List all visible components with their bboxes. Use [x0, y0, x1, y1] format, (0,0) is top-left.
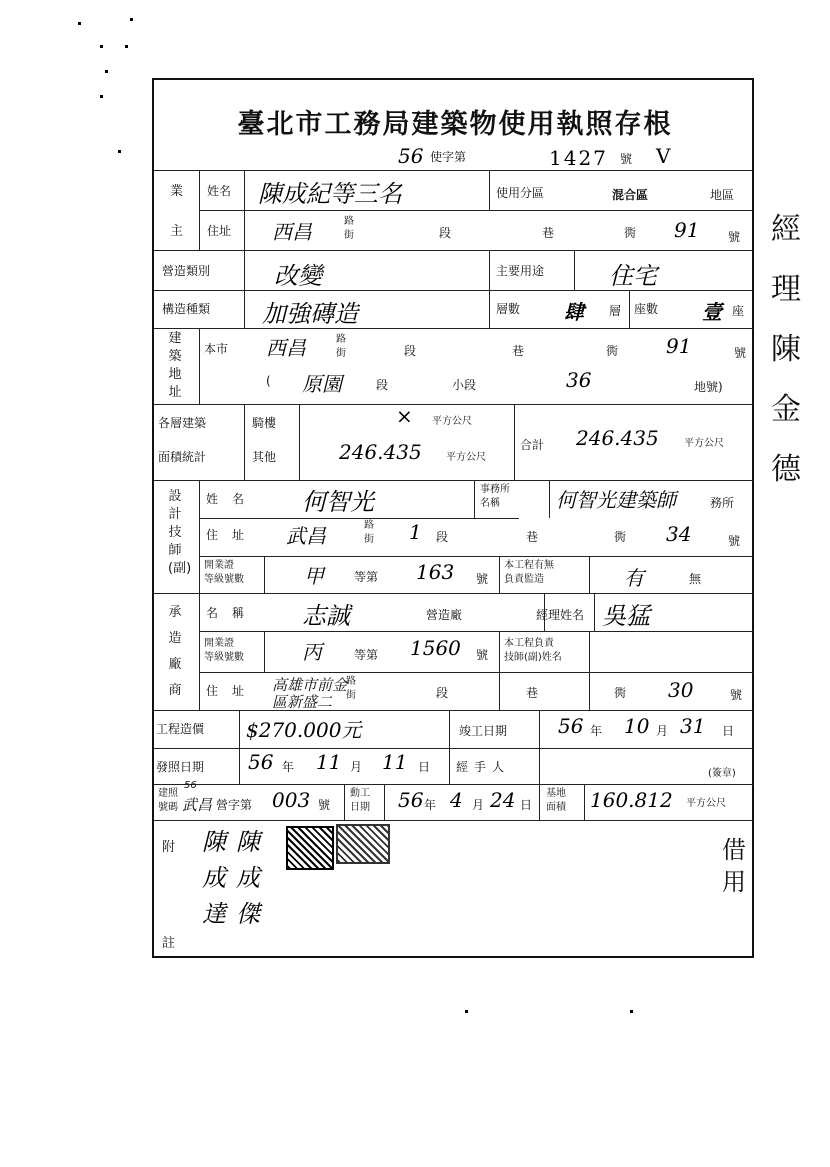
completion-month: 10 [624, 714, 650, 738]
row-rule [154, 480, 754, 481]
col-rule [244, 170, 245, 250]
notes-label-top: 附 [162, 840, 176, 855]
designer-number: 34 [666, 522, 692, 546]
col-rule [489, 250, 490, 328]
row-rule [199, 631, 754, 632]
col-rule [299, 404, 300, 480]
designer-grade-label: 等第 [354, 570, 379, 584]
issue-day-label: 日 [418, 760, 431, 774]
floors-count: 肆 [564, 300, 584, 324]
contractor-name: 志誠 [302, 602, 350, 630]
floors-label: 層數 [496, 302, 521, 316]
notes-stamp-text: 借用 [722, 836, 746, 896]
notes-label-bottom: 註 [162, 936, 176, 951]
arcade-unit: 平方公尺 [432, 416, 472, 427]
construction-type-label: 營造類別 [162, 264, 211, 278]
start-year: 56 [398, 788, 424, 812]
col-rule [539, 710, 540, 748]
row-rule [199, 210, 754, 211]
bp-hao: 號 [318, 798, 331, 812]
manager-name: 吳猛 [602, 602, 650, 630]
start-day-label: 日 [520, 798, 533, 812]
owner-road-label: 路 [344, 216, 354, 227]
base-label-1: 基地 [546, 788, 566, 799]
factory-label: 營造廠 [426, 608, 463, 622]
col-rule [499, 556, 500, 593]
bp-year: 56 [184, 780, 197, 791]
row-rule [154, 784, 754, 785]
col-rule [199, 170, 200, 250]
owner-road: 西昌 [272, 220, 312, 244]
col-rule [244, 250, 245, 328]
blocks-unit: 座 [732, 304, 745, 318]
start-day: 24 [490, 788, 516, 812]
other-area: 246.435 [339, 440, 422, 464]
completion-day: 31 [680, 714, 706, 738]
col-rule [344, 784, 345, 820]
total-unit: 平方公尺 [684, 438, 724, 449]
zone-suffix: 地區 [710, 188, 735, 202]
bp-word-label: 營字第 [216, 798, 253, 812]
site-lane-word: 巷 [512, 344, 525, 358]
contractor-hao: 號 [730, 688, 743, 702]
margin-handwritten-note: 經理陳金德 [771, 212, 801, 487]
issue-label: 發照日期 [156, 760, 205, 774]
scan-speck [78, 22, 81, 25]
main-use: 住宅 [609, 262, 657, 290]
zone-label: 使用分區 [496, 186, 545, 200]
row-rule [154, 820, 754, 821]
completion-year: 56 [558, 714, 584, 738]
supervisor-none-label: 無 [689, 572, 702, 586]
contractor-vertical-label: 承造廠商 [168, 605, 182, 698]
contractor-number: 30 [668, 678, 694, 702]
area-row2-label: 面積統計 [158, 450, 207, 464]
notes-col-2: 陳成傑 [236, 828, 260, 928]
site-open-paren: ( [266, 374, 271, 388]
permit-form [152, 78, 754, 958]
total-label: 合計 [520, 438, 545, 452]
col-rule [589, 556, 590, 593]
col-rule [199, 328, 200, 404]
col-rule [584, 784, 585, 820]
contractor-lane-word: 巷 [526, 686, 539, 700]
site-hao: 號 [734, 346, 747, 360]
form-title: 臺北市工務局建築物使用執照存根 [237, 109, 673, 140]
other-label: 其他 [252, 450, 277, 464]
arcade-label: 騎樓 [252, 416, 277, 430]
issue-day: 11 [382, 750, 408, 774]
site-city-label: 本市 [204, 342, 229, 356]
contractor-address-2: 區新盛二 [272, 693, 333, 711]
col-rule [629, 290, 630, 328]
site-section-label: 段 [376, 378, 389, 392]
site-road-label: 路 [336, 334, 346, 345]
structure-label: 構造種類 [162, 302, 211, 316]
site-lot-number: 36 [566, 368, 592, 392]
owner-section-label-1: 業 [170, 184, 184, 199]
scan-speck [100, 95, 103, 98]
bp-prefix: 武昌 [182, 796, 213, 814]
row-rule [154, 593, 754, 594]
owner-section-word: 段 [439, 226, 452, 240]
contractor-alley-word: 衖 [614, 686, 627, 700]
manager-label: 經理姓名 [536, 608, 585, 622]
designer-grade: 甲 [304, 564, 324, 588]
contractor-road-label: 路 [346, 676, 356, 687]
floors-unit: 層 [609, 304, 622, 318]
bp-number: 003 [272, 788, 311, 812]
col-rule [549, 480, 550, 518]
completion-month-label: 月 [656, 724, 669, 738]
col-rule [239, 748, 240, 784]
row-rule [154, 748, 754, 749]
handler-label: 經手人 [456, 760, 511, 774]
construction-type: 改變 [274, 262, 322, 290]
start-label-1: 動工 [350, 788, 370, 799]
cost-value: $270.000元 [246, 718, 362, 742]
blocks-label: 座數 [634, 302, 659, 316]
col-rule [239, 710, 240, 748]
site-vertical-label: 建築地址 [168, 331, 182, 400]
contractor-address-1: 高雄市前金 [272, 676, 348, 694]
col-rule [449, 710, 450, 748]
scan-speck [125, 45, 128, 48]
blocks-count: 壹 [702, 300, 722, 324]
office-label-2: 名稱 [480, 498, 500, 509]
notes-col-1: 陳成達 [202, 828, 226, 928]
issue-year-label: 年 [282, 760, 295, 774]
permit-word-label: 使字第 [430, 150, 467, 164]
col-rule [384, 784, 385, 820]
permit-prefix: 56 [398, 144, 424, 168]
contractor-license-hao: 號 [476, 648, 489, 662]
owner-number: 91 [674, 218, 700, 242]
designer-license-label-1: 開業證 [204, 560, 234, 571]
contractor-license-label-2: 等級號數 [204, 652, 244, 663]
scan-speck [130, 18, 133, 21]
arcade-value: × [396, 404, 413, 428]
col-rule [244, 404, 245, 480]
row-rule [199, 672, 754, 673]
scan-speck [465, 1010, 468, 1013]
col-rule [514, 404, 515, 480]
owner-alley-word: 衖 [624, 226, 637, 240]
zone-value: 混合區 [612, 188, 649, 202]
col-rule [594, 593, 595, 631]
seal-stamp [336, 824, 390, 864]
issue-month: 11 [316, 750, 342, 774]
contractor-grade-label: 等第 [354, 648, 379, 662]
owner-street-label: 街 [344, 230, 354, 241]
row-rule [199, 518, 519, 519]
designer-road-label: 路 [364, 520, 374, 531]
designer-road: 武昌 [286, 524, 326, 548]
owner-name: 陳成紀等三名 [258, 180, 402, 208]
col-rule [489, 170, 490, 210]
base-unit: 平方公尺 [686, 798, 726, 809]
col-rule [199, 480, 200, 710]
designer-street-label: 街 [364, 534, 374, 545]
owner-name-label: 姓名 [207, 184, 232, 198]
scan-speck [105, 70, 108, 73]
designer-section-word: 段 [436, 530, 449, 544]
contractor-street-label: 街 [346, 690, 356, 701]
col-rule [574, 250, 575, 290]
bp-label-1: 建照 [158, 788, 178, 799]
area-row1-label: 各層建築 [158, 416, 207, 430]
site-number: 91 [666, 334, 692, 358]
col-rule [264, 556, 265, 593]
start-year-label: 年 [424, 798, 437, 812]
permit-number: 1427 [549, 146, 608, 170]
cost-label: 工程造價 [156, 722, 205, 736]
owner-section-label-2: 主 [170, 224, 184, 239]
col-rule [474, 480, 475, 518]
row-rule [154, 710, 754, 711]
site-road: 西昌 [266, 336, 306, 360]
site-street-label: 街 [336, 348, 346, 359]
designer-alley-word: 衖 [614, 530, 627, 544]
designer-name: 何智光 [302, 488, 374, 516]
scan-speck [630, 1010, 633, 1013]
issue-month-label: 月 [350, 760, 363, 774]
designer-name-label: 姓名 [206, 492, 259, 506]
completion-year-label: 年 [590, 724, 603, 738]
designer-vertical-label: 設計技師(副) [168, 489, 192, 576]
col-rule [449, 748, 450, 784]
office-label-1: 事務所 [480, 484, 510, 495]
site-subsection-label: 小段 [452, 378, 477, 392]
office-name: 何智光建築師 [556, 488, 676, 512]
owner-lane-word: 巷 [542, 226, 555, 240]
designer-license-number: 163 [416, 560, 455, 584]
site-alley-word: 衖 [606, 344, 619, 358]
contractor-license-number: 1560 [410, 636, 461, 660]
designer-lane-word: 巷 [526, 530, 539, 544]
designer-license-hao: 號 [476, 572, 489, 586]
owner-hao: 號 [728, 230, 741, 244]
designer-address-label: 住址 [206, 528, 259, 542]
bp-label-2: 號碼 [158, 802, 178, 813]
contractor-name-label: 名稱 [206, 606, 259, 620]
start-label-2: 日期 [350, 802, 370, 813]
row-rule [154, 328, 754, 329]
scan-speck [118, 150, 121, 153]
contractor-license-label-1: 開業證 [204, 638, 234, 649]
main-use-label: 主要用途 [496, 264, 545, 278]
contractor-grade: 丙 [302, 640, 322, 664]
issue-year: 56 [248, 750, 274, 774]
supervisor-value: 有 [624, 566, 644, 590]
supervisor-label-1: 本工程有無 [504, 560, 554, 571]
col-rule [499, 631, 500, 710]
col-rule [539, 748, 540, 784]
start-month: 4 [450, 788, 463, 812]
row-rule [199, 556, 754, 557]
base-label-2: 面積 [546, 802, 566, 813]
office-suffix: 務所 [710, 496, 735, 510]
other-unit: 平方公尺 [446, 452, 486, 463]
base-area: 160.812 [590, 788, 673, 812]
owner-address-label: 住址 [207, 224, 232, 238]
completion-day-label: 日 [722, 724, 735, 738]
site-lot-label: 地號) [694, 380, 723, 394]
designer-license-label-2: 等級號數 [204, 574, 244, 585]
site-land-section: 原園 [302, 372, 342, 396]
total-area: 246.435 [576, 426, 659, 450]
designer-section: 1 [409, 520, 422, 544]
col-rule [264, 631, 265, 672]
contractor-section-word: 段 [436, 686, 449, 700]
seal-label: (簽章) [708, 768, 736, 779]
contractor-address-label: 住址 [206, 684, 259, 698]
designer-hao: 號 [728, 534, 741, 548]
permit-number-suffix: 號 [620, 152, 633, 166]
engineer-label-1: 本工程負責 [504, 638, 554, 649]
completion-label: 竣工日期 [459, 724, 508, 738]
check-mark: V [656, 144, 671, 168]
scan-speck [100, 45, 103, 48]
structure-type: 加強磚造 [262, 300, 358, 328]
col-rule [539, 784, 540, 820]
start-month-label: 月 [472, 798, 485, 812]
seal-stamp [286, 826, 334, 870]
col-rule [589, 631, 590, 710]
supervisor-label-2: 負責監造 [504, 574, 544, 585]
site-section-word: 段 [404, 344, 417, 358]
engineer-label-2: 技師(副)姓名 [504, 652, 562, 663]
